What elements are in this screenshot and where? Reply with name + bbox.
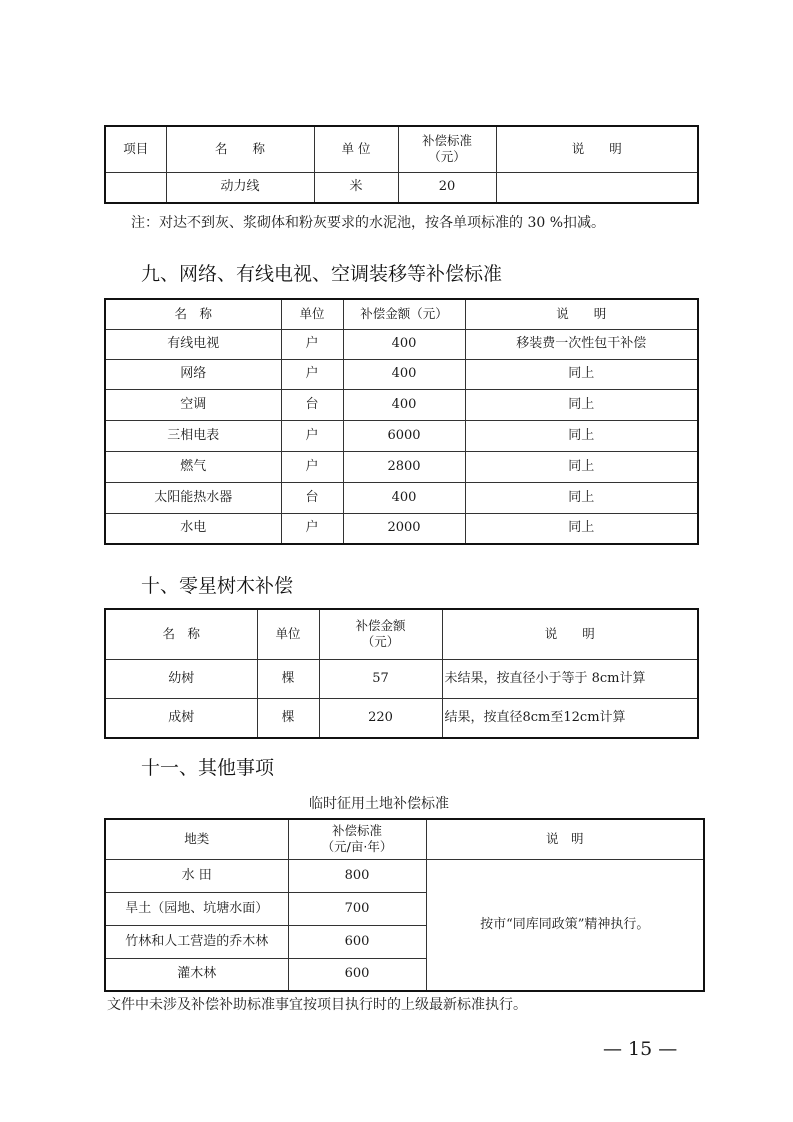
cell-unit: 户	[281, 359, 343, 389]
cell-amount: 2800	[343, 451, 465, 482]
col-header-amount: 补偿金额（元）	[343, 299, 465, 329]
cell-amount: 600	[288, 958, 426, 991]
cell-amount: 220	[319, 698, 442, 738]
cell-remark	[496, 172, 698, 203]
table-header-row	[105, 126, 698, 172]
col-header-remark: 说 明	[496, 126, 698, 172]
cell-unit: 米	[314, 172, 398, 203]
table-row	[105, 859, 704, 892]
table-row	[105, 359, 698, 389]
col-header-amount-line2: （元）	[361, 634, 400, 650]
cell-remark: 结果，按直径8cm至12cm计算	[442, 698, 698, 738]
col-header-standard-line1: 补偿标准	[421, 133, 472, 149]
cell-land-type: 旱土（园地、坑塘水面）	[105, 892, 288, 925]
col-header-item: 项目	[105, 126, 166, 172]
col-header-remark: 说 明	[465, 299, 698, 329]
cell-amount: 400	[343, 482, 465, 513]
cell-remark: 同上	[465, 420, 698, 451]
table-row	[105, 513, 698, 544]
col-header-remark: 说 明	[426, 819, 704, 859]
table-header-row	[105, 819, 704, 859]
cell-unit: 台	[281, 482, 343, 513]
table-scattered-trees	[104, 608, 699, 739]
col-header-unit: 单位	[281, 299, 343, 329]
cell-remark: 同上	[465, 389, 698, 420]
section-heading-10: 十、零星树木补偿	[141, 575, 294, 597]
cell-land-type: 灌木林	[105, 958, 288, 991]
col-header-land-type: 地类	[105, 819, 288, 859]
table-row	[105, 659, 698, 698]
table-row	[105, 172, 698, 203]
cell-unit: 户	[281, 451, 343, 482]
cell-unit: 户	[281, 513, 343, 544]
cell-remark: 同上	[465, 359, 698, 389]
note-text: 注：对达不到灰、浆砌体和粉灰要求的水泥池，按各单项标准的 30 %扣减。	[131, 215, 606, 231]
col-header-name: 名 称	[166, 126, 314, 172]
col-header-standard	[398, 126, 496, 172]
cell-amount: 400	[343, 329, 465, 359]
cell-amount: 6000	[343, 420, 465, 451]
col-header-name: 名 称	[105, 609, 257, 659]
cell-unit: 棵	[257, 659, 319, 698]
col-header-name: 名 称	[105, 299, 281, 329]
cell-name: 幼树	[105, 659, 257, 698]
cell-name: 成树	[105, 698, 257, 738]
section-heading-9: 九、网络、有线电视、空调装移等补偿标准	[141, 263, 503, 285]
cell-name: 太阳能热水器	[105, 482, 281, 513]
cell-amount: 400	[343, 389, 465, 420]
col-header-amount	[319, 609, 442, 659]
cell-amount: 700	[288, 892, 426, 925]
table-row	[105, 389, 698, 420]
cell-name: 水电	[105, 513, 281, 544]
cell-unit: 户	[281, 329, 343, 359]
cell-amount: 2000	[343, 513, 465, 544]
cell-unit: 户	[281, 420, 343, 451]
col-header-standard-line2: （元/亩·年）	[321, 839, 393, 855]
cell-name: 有线电视	[105, 329, 281, 359]
footer-note: 文件中未涉及补偿补助标准事宜按项目执行时的上级最新标准执行。	[107, 997, 527, 1013]
cell-unit: 台	[281, 389, 343, 420]
col-header-standard-line1: 补偿标准	[331, 823, 382, 839]
cell-land-type: 竹林和人工营造的乔木林	[105, 925, 288, 958]
col-header-standard-line2: （元）	[428, 149, 466, 165]
col-header-amount-line1: 补偿金额	[355, 618, 406, 634]
table-network-tv-ac	[104, 298, 699, 545]
cell-amount: 400	[343, 359, 465, 389]
cell-amount: 800	[288, 859, 426, 892]
cell-remark: 移装费一次性包干补偿	[465, 329, 698, 359]
table-row	[105, 420, 698, 451]
table-continuation	[104, 125, 699, 204]
table-row	[105, 329, 698, 359]
col-header-standard	[288, 819, 426, 859]
table-row	[105, 482, 698, 513]
cell-merged-remark: 按市“同库同政策”精神执行。	[426, 859, 704, 991]
cell-item	[105, 172, 166, 203]
table-row	[105, 451, 698, 482]
cell-name: 空调	[105, 389, 281, 420]
table-caption: 临时征用土地补偿标准	[309, 796, 449, 812]
col-header-remark: 说 明	[442, 609, 698, 659]
cell-amount: 20	[398, 172, 496, 203]
cell-remark: 同上	[465, 451, 698, 482]
section-heading-11: 十一、其他事项	[141, 757, 275, 779]
table-header-row	[105, 609, 698, 659]
table-header-row	[105, 299, 698, 329]
table-row	[105, 698, 698, 738]
cell-name: 网络	[105, 359, 281, 389]
cell-name: 燃气	[105, 451, 281, 482]
col-header-unit: 单位	[257, 609, 319, 659]
cell-remark: 未结果，按直径小于等于 8cm计算	[442, 659, 698, 698]
cell-land-type: 水 田	[105, 859, 288, 892]
table-temporary-land	[104, 818, 705, 992]
cell-name: 动力线	[166, 172, 314, 203]
cell-remark: 同上	[465, 513, 698, 544]
cell-unit: 棵	[257, 698, 319, 738]
cell-amount: 600	[288, 925, 426, 958]
cell-name: 三相电表	[105, 420, 281, 451]
page-number: — 15 —	[603, 1038, 678, 1060]
cell-amount: 57	[319, 659, 442, 698]
col-header-unit: 单 位	[314, 126, 398, 172]
cell-remark: 同上	[465, 482, 698, 513]
